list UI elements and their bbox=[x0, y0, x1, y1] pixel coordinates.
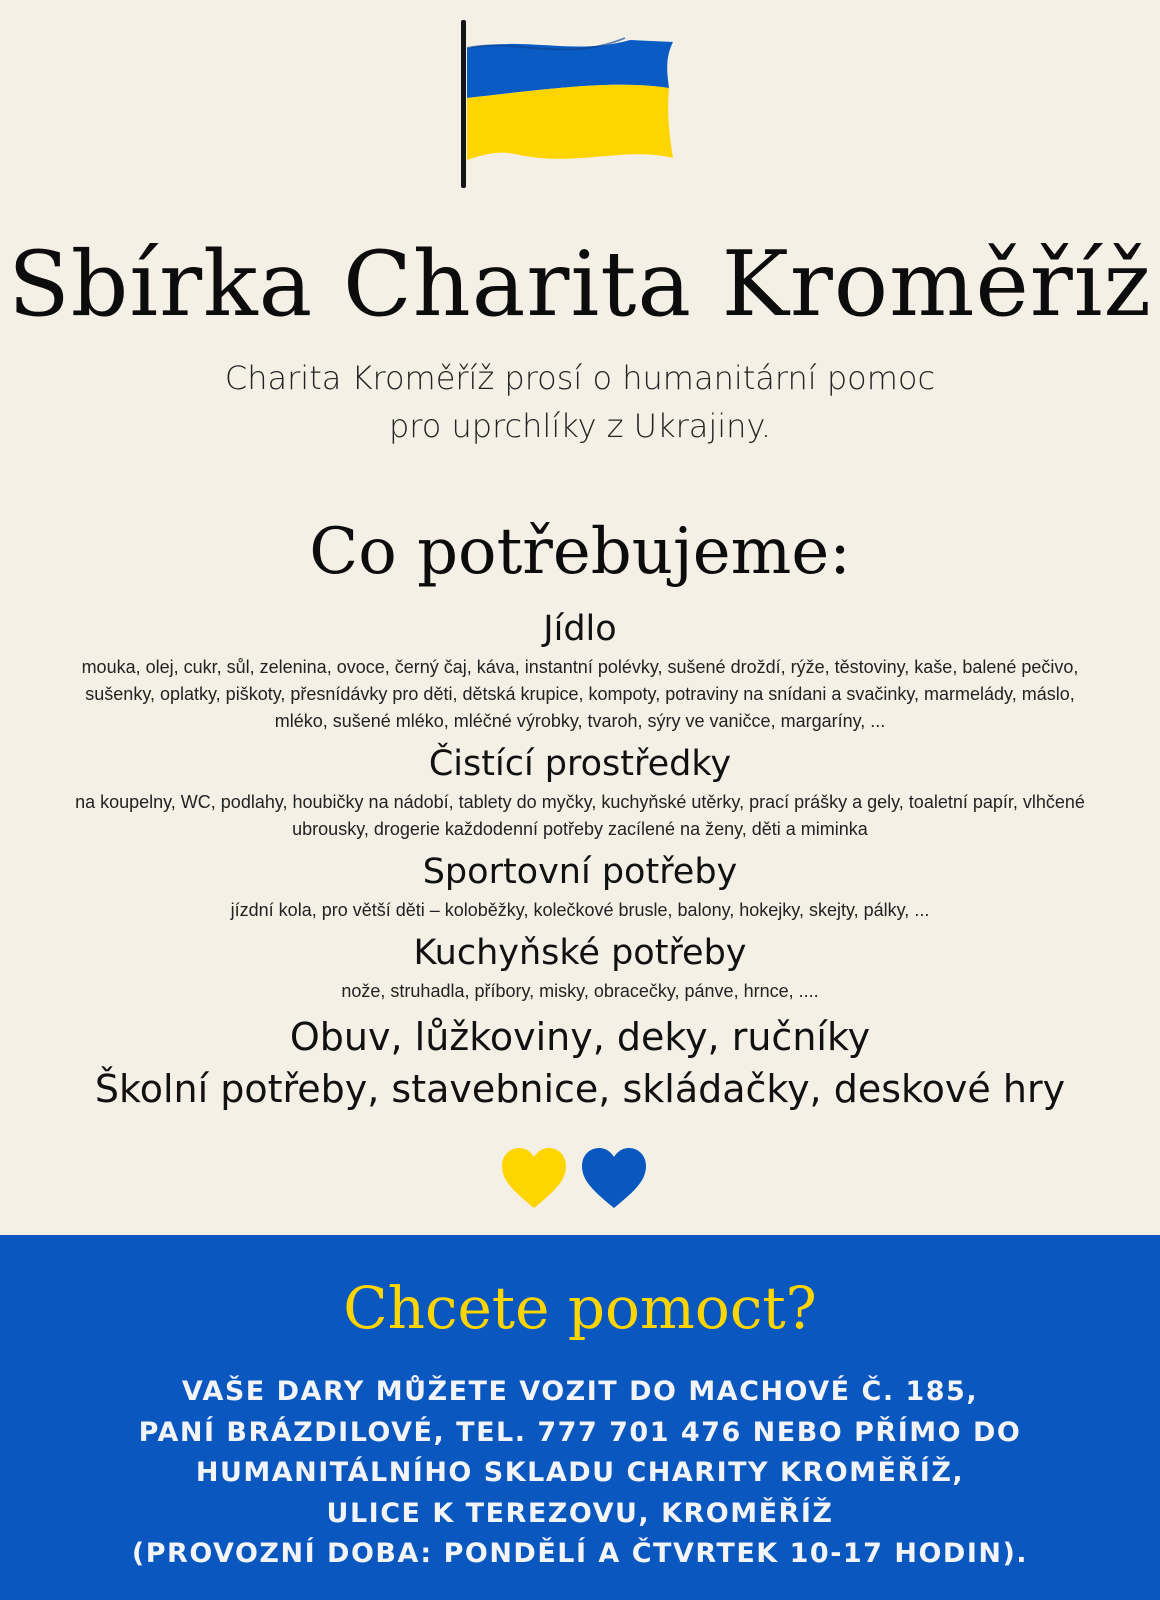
extra-needs-line: Školní potřeby, stavebnice, skládačky, deskové hry bbox=[94, 1067, 1066, 1111]
yellow-heart-icon bbox=[502, 1148, 566, 1208]
page-title: Sbírka Charita Kroměříž bbox=[8, 232, 1152, 337]
footer-info-line: PANÍ BRÁZDILOVÉ, TEL. 777 701 476 NEBO PŘÍMO DO bbox=[138, 1416, 1022, 1448]
footer-title: Chcete pomoct? bbox=[343, 1274, 817, 1342]
hearts bbox=[502, 1148, 662, 1212]
needs-heading: Co potřebujeme: bbox=[309, 515, 851, 589]
category-title: Čistící prostředky bbox=[428, 744, 732, 784]
category-description: na koupelny, WC, podlahy, houbičky na nádobí, tablety do myčky, kuchyňské utěrky, prací prášky a gely, toaletní papír, vlhčené ubrousky, drogerie každodenní potřeby zacílené na ženy, děti a miminka bbox=[75, 792, 1085, 839]
category-title: Kuchyňské potřeby bbox=[413, 933, 747, 973]
category-title: Jídlo bbox=[543, 609, 617, 649]
category-title: Sportovní potřeby bbox=[422, 852, 738, 892]
blue-heart-icon bbox=[582, 1148, 646, 1208]
category-description: jízdní kola, pro větší děti – koloběžky, kolečkové brusle, balony, hokejky, skejty, pálky, ... bbox=[230, 900, 930, 920]
footer-info bbox=[0, 1372, 1160, 1575]
footer-info-line: (PROVOZNÍ DOBA: PONDĚLÍ A ČTVRTEK 10-17 HODIN). bbox=[131, 1538, 1029, 1569]
category-kitchen bbox=[40, 930, 1120, 1005]
subtitle bbox=[0, 354, 1160, 450]
extra-needs-line: Obuv, lůžkoviny, deky, ručníky bbox=[289, 1015, 871, 1059]
category-sport bbox=[40, 849, 1120, 924]
category-cleaning bbox=[40, 741, 1120, 843]
ukraine-flag-icon bbox=[455, 18, 685, 193]
footer-info-line: HUMANITÁLNÍHO SKLADU CHARITY KROMĚŘÍŽ, bbox=[195, 1457, 965, 1488]
category-description: mouka, olej, cukr, sůl, zelenina, ovoce, černý čaj, káva, instantní polévky, sušené droždí, rýže, těstoviny, kaše, balené pečivo, sušenky, oplatky, piškoty, přesnídávky pro děti, dětská krupice, kompoty, potraviny na snídani a svačinky, marmelády, máslo, mléko, sušené mléko, mléčné výrobky, tvaroh, sýry ve vaničce, margaríny, ... bbox=[81, 657, 1079, 731]
category-food bbox=[40, 606, 1120, 735]
category-description: nože, struhadla, příbory, misky, obracečky, pánve, hrnce, .... bbox=[341, 981, 819, 1001]
needs-list bbox=[40, 606, 1120, 1115]
footer-info-line: ULICE K TEREZOVU, KROMĚŘÍŽ bbox=[326, 1497, 834, 1529]
subtitle-line: pro uprchlíky z Ukrajiny. bbox=[388, 407, 771, 445]
subtitle-line: Charita Kroměříž prosí o humanitární pomoc bbox=[224, 359, 936, 397]
footer-info-line: VAŠE DARY MŮŽETE VOZIT DO MACHOVÉ Č. 185, bbox=[181, 1376, 979, 1407]
